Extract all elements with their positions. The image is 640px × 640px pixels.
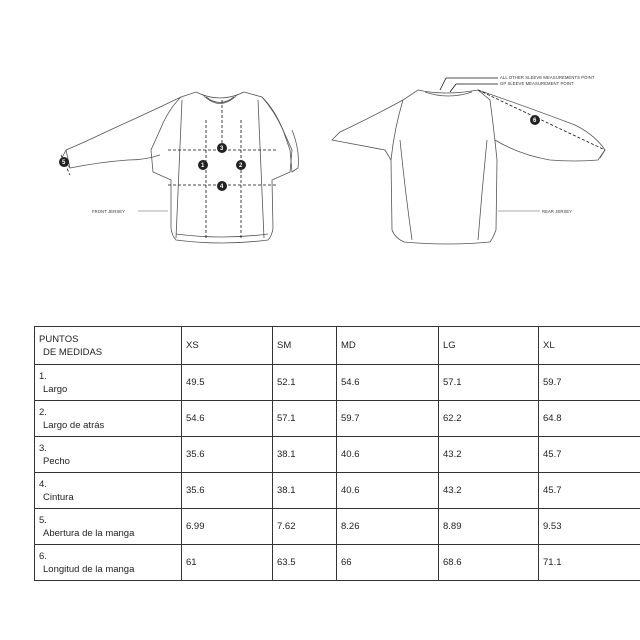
row-label-cell xyxy=(35,545,182,581)
marker-5: 5 xyxy=(62,160,66,166)
row-label: Longitud de la manga xyxy=(43,563,135,575)
header-size-lg: LG xyxy=(439,327,539,365)
value-cell: 45.7 xyxy=(539,473,640,509)
row-number: 4. xyxy=(39,478,47,490)
row-number: 3. xyxy=(39,442,47,454)
marker-4: 4 xyxy=(220,184,224,190)
jersey-diagram xyxy=(0,0,640,300)
table-row xyxy=(35,365,640,401)
table-header-row xyxy=(35,327,640,365)
value-cell: 35.6 xyxy=(182,437,273,473)
value-cell: 7.62 xyxy=(273,509,337,545)
value-cell: 66 xyxy=(337,545,439,581)
value-cell: 64.8 xyxy=(539,401,640,437)
value-cell: 9.53 xyxy=(539,509,640,545)
value-cell: 54.6 xyxy=(182,401,273,437)
table-row xyxy=(35,545,640,581)
front-measure-lines xyxy=(61,100,276,240)
value-cell: 62.2 xyxy=(439,401,539,437)
value-cell: 38.1 xyxy=(273,437,337,473)
row-label-cell xyxy=(35,509,182,545)
row-label-cell xyxy=(35,473,182,509)
header-size-xl: XL xyxy=(539,327,640,365)
table-row xyxy=(35,437,640,473)
row-label: Cintura xyxy=(43,491,74,503)
marker-6: 6 xyxy=(533,118,537,124)
header-points-line1: PUNTOS xyxy=(39,333,79,345)
header-points-line2: DE MEDIDAS xyxy=(43,346,103,358)
row-label: Pecho xyxy=(43,455,70,467)
value-cell: 49.5 xyxy=(182,365,273,401)
value-cell: 59.7 xyxy=(337,401,439,437)
value-cell: 8.26 xyxy=(337,509,439,545)
row-number: 2. xyxy=(39,406,47,418)
row-label: Largo xyxy=(43,383,68,395)
row-label-cell xyxy=(35,401,182,437)
table-row xyxy=(35,473,640,509)
value-cell: 52.1 xyxy=(273,365,337,401)
front-jersey-label: FRONT JERSEY xyxy=(92,209,125,214)
value-cell: 40.6 xyxy=(337,473,439,509)
table-row xyxy=(35,401,640,437)
value-cell: 57.1 xyxy=(439,365,539,401)
marker-1: 1 xyxy=(201,163,205,169)
value-cell: 71.1 xyxy=(539,545,640,581)
row-label: Largo de atrás xyxy=(43,419,105,431)
value-cell: 8.89 xyxy=(439,509,539,545)
row-number: 6. xyxy=(39,550,47,562)
value-cell: 6.99 xyxy=(182,509,273,545)
row-number: 5. xyxy=(39,514,47,526)
value-cell: 54.6 xyxy=(337,365,439,401)
value-cell: 45.7 xyxy=(539,437,640,473)
marker-3: 3 xyxy=(220,146,224,152)
header-size-xs: XS xyxy=(182,327,273,365)
row-number: 1. xyxy=(39,370,47,382)
row-label-cell xyxy=(35,365,182,401)
marker-2: 2 xyxy=(239,163,243,169)
sleeve-note-all: ALL OTHER SLEEVE MEASUREMENTS POINT xyxy=(500,75,595,80)
row-label-cell xyxy=(35,437,182,473)
value-cell: 38.1 xyxy=(273,473,337,509)
value-cell: 68.6 xyxy=(439,545,539,581)
sleeve-note-gp: GP SLEEVE MEASUREMENT POINT xyxy=(500,81,574,86)
front-jersey-drawing xyxy=(62,92,298,243)
rear-jersey-drawing xyxy=(332,90,605,244)
rear-jersey-label: REAR JERSEY xyxy=(542,209,573,214)
rear-measure-lines xyxy=(440,78,605,150)
value-cell: 59.7 xyxy=(539,365,640,401)
value-cell: 35.6 xyxy=(182,473,273,509)
table-row xyxy=(35,509,640,545)
value-cell: 57.1 xyxy=(273,401,337,437)
size-chart-table xyxy=(34,326,640,581)
header-size-sm: SM xyxy=(273,327,337,365)
value-cell: 61 xyxy=(182,545,273,581)
header-points-cell xyxy=(35,327,182,365)
value-cell: 63.5 xyxy=(273,545,337,581)
value-cell: 43.2 xyxy=(439,473,539,509)
value-cell: 40.6 xyxy=(337,437,439,473)
header-size-md: MD xyxy=(337,327,439,365)
value-cell: 43.2 xyxy=(439,437,539,473)
row-label: Abertura de la manga xyxy=(43,527,135,539)
